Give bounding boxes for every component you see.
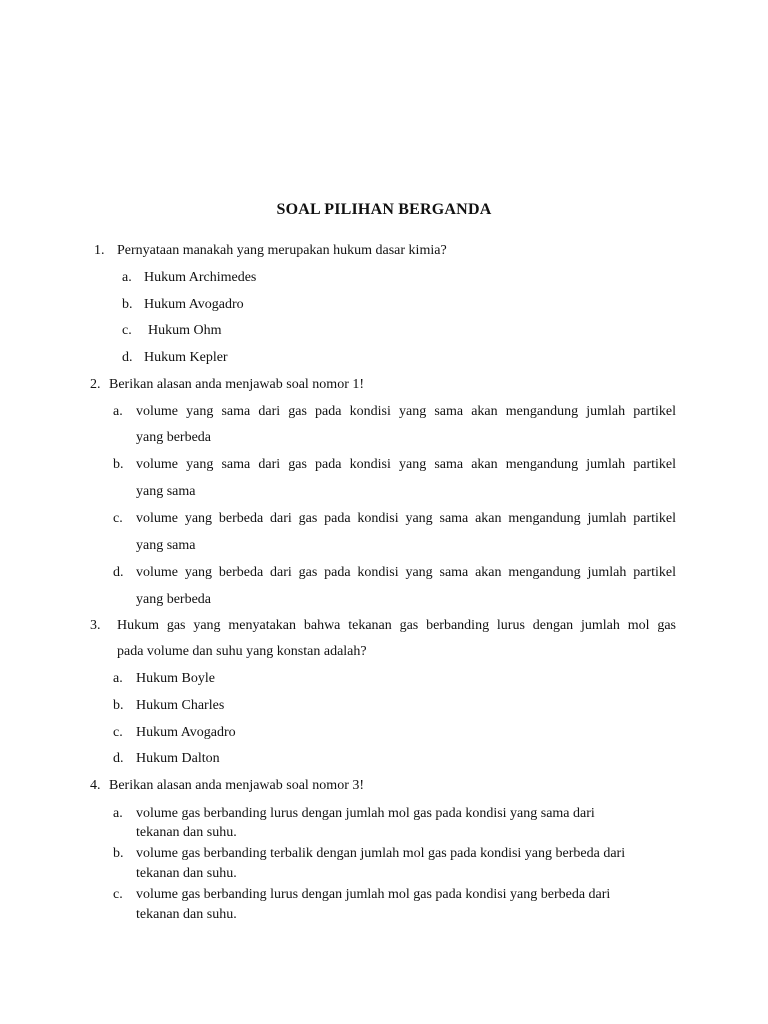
option-letter: c. — [113, 511, 123, 526]
option-text: Hukum Dalton — [136, 751, 220, 766]
question-number: 3. — [90, 618, 101, 633]
question-number: 4. — [90, 778, 101, 793]
option-text-continued: tekanan dan suhu. — [136, 825, 237, 840]
option-text-continued: tekanan dan suhu. — [136, 866, 237, 881]
option-letter: b. — [113, 457, 124, 472]
option-letter: a. — [113, 404, 123, 419]
option-text: volume gas berbanding lurus dengan jumlah mol gas pada kondisi yang berbeda dari — [136, 887, 611, 902]
option-text: volume yang sama dari gas pada kondisi yang sama akan mengandung jumlah partikel — [136, 404, 676, 419]
option-text-continued: tekanan dan suhu. — [136, 907, 237, 922]
option-text-continued: yang sama — [136, 538, 196, 553]
option-letter: a. — [122, 270, 132, 285]
option-text-continued: yang berbeda — [136, 430, 212, 445]
option-letter: a. — [113, 671, 123, 686]
option-letter: c. — [113, 887, 123, 902]
option-text-continued: yang berbeda — [136, 592, 212, 607]
option-text: volume yang berbeda dari gas pada kondisi yang sama akan mengandung jumlah partikel — [136, 565, 676, 580]
question-text: Hukum gas yang menyatakan bahwa tekanan gas berbanding lurus dengan jumlah mol gas — [117, 618, 676, 633]
question-text: Pernyataan manakah yang merupakan hukum dasar kimia? — [117, 243, 447, 258]
question-text: Berikan alasan anda menjawab soal nomor 1! — [109, 377, 365, 392]
question-text: Berikan alasan anda menjawab soal nomor 3! — [109, 778, 365, 793]
option-text: Hukum Archimedes — [144, 270, 257, 285]
question-number: 2. — [90, 377, 101, 392]
option-letter: b. — [113, 846, 124, 861]
page-title: SOAL PILIHAN BERGANDA — [276, 201, 492, 218]
option-letter: a. — [113, 806, 123, 821]
option-text-continued: yang sama — [136, 484, 196, 499]
question-number: 1. — [94, 243, 105, 258]
option-text: Hukum Avogadro — [144, 297, 244, 312]
option-text: volume gas berbanding lurus dengan jumlah mol gas pada kondisi yang sama dari — [136, 806, 595, 821]
option-letter: b. — [113, 698, 124, 713]
option-letter: b. — [122, 297, 133, 312]
option-text: Hukum Ohm — [148, 323, 222, 338]
option-text: volume yang sama dari gas pada kondisi yang sama akan mengandung jumlah partikel — [136, 457, 676, 472]
question-text-continued: pada volume dan suhu yang konstan adalah? — [117, 644, 367, 659]
option-text: Hukum Charles — [136, 698, 225, 713]
option-letter: d. — [113, 751, 124, 766]
option-text: Hukum Boyle — [136, 671, 215, 686]
option-letter: d. — [113, 565, 124, 580]
option-letter: d. — [122, 350, 133, 365]
option-text: Hukum Avogadro — [136, 725, 236, 740]
option-text: volume yang berbeda dari gas pada kondisi yang sama akan mengandung jumlah partikel — [136, 511, 676, 526]
option-letter: c. — [122, 323, 132, 338]
option-text: Hukum Kepler — [144, 350, 228, 365]
option-letter: c. — [113, 725, 123, 740]
option-text: volume gas berbanding terbalik dengan jumlah mol gas pada kondisi yang berbeda dari — [136, 846, 626, 861]
